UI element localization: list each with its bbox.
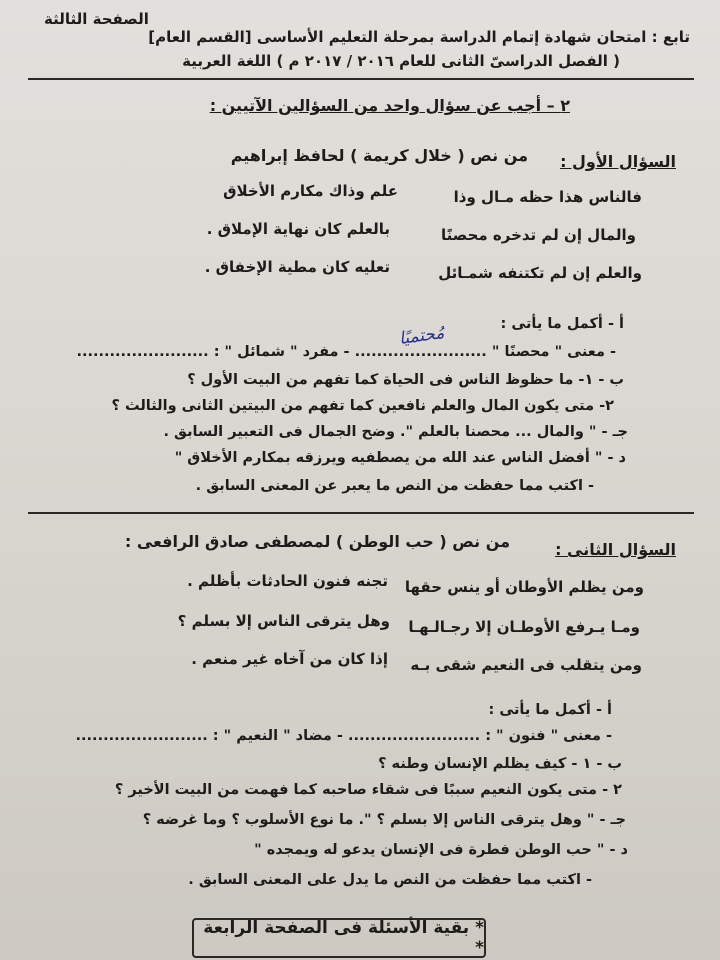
continuation-note: * بقية الأسئلة فى الصفحة الرابعة * xyxy=(192,918,486,958)
q2-verse1-left: تجنه فنون الحادثات بأظلم . xyxy=(187,572,388,590)
q2-verse2-right: ومـا يـرفع الأوطـان إلا رجـالـهـا xyxy=(408,618,640,636)
exam-header-line1: تابع : امتحان شهادة إتمام الدراسة بمرحلة التعليم الأساسى [القسم العام] xyxy=(148,28,690,46)
q2-item-d: د - " حب الوطن فطرة فى الإنسان يدعو له ويمجده " xyxy=(254,842,628,858)
section-divider xyxy=(28,512,694,514)
q2-verse3-right: ومن يتقلب فى النعيم شقى بـه xyxy=(410,656,642,674)
exam-header-line2: ( الفصل الدراسىّ الثانى للعام ٢٠١٦ / ٢٠١٧ م ) اللغة العربية xyxy=(182,52,620,70)
q1-verse2-right: والمال إن لم تدخره محصنًا xyxy=(441,226,636,244)
q2-item-a: أ - أكمل ما يأتى : xyxy=(488,702,612,718)
q2-item-c: جـ - " وهل يترقى الناس إلا بسلم ؟ ". ما نوع الأسلوب ؟ وما غرضه ؟ xyxy=(142,812,626,828)
q1-item-a-fill: - معنى " محصنًا " ........................ - مفرد " شمائل " : ........................ xyxy=(76,344,616,360)
question1-heading: السؤال الأول : xyxy=(560,152,676,171)
q2-verse1-right: ومن يظلم الأوطان أو ينس حقها xyxy=(404,578,644,596)
q1-item-a: أ - أكمل ما يأتى : xyxy=(500,316,624,332)
q2-item-a-fill: - معنى " فنون " : ........................ - مضاد " النعيم " : ........................ xyxy=(75,728,612,744)
q1-verse3-right: والعلم إن لم تكتنفه شمـائل xyxy=(438,264,642,282)
page-label: الصفحة الثالثة xyxy=(44,10,149,28)
question2-source: من نص ( حب الوطن ) لمصطفى صادق الرافعى : xyxy=(124,532,510,551)
q1-verse3-left: تعليه كان مطية الإخفاق . xyxy=(204,258,390,276)
q2-item-b1: ب - ١ - كيف يظلم الإنسان وطنه ؟ xyxy=(378,756,622,772)
q1-item-d-task: - اكتب مما حفظت من النص ما يعبر عن المعنى السابق . xyxy=(195,478,594,494)
q2-item-d-task: - اكتب مما حفظت من النص ما يدل على المعنى السابق . xyxy=(188,872,592,888)
header-divider xyxy=(28,78,694,80)
question2-heading: السؤال الثانى : xyxy=(555,540,676,559)
q2-verse3-left: إذا كان من آخاه غير منعم . xyxy=(191,650,388,668)
q1-verse1-right: فالناس هذا حظه مـال وذا xyxy=(453,188,642,206)
q1-item-b2: ٢- متى يكون المال والعلم نافعين كما تفهم من البيتين الثانى والثالث ؟ xyxy=(111,398,614,414)
q1-item-b1: ب - ١- ما حظوظ الناس فى الحياة كما تفهم من البيت الأول ؟ xyxy=(187,372,624,388)
q2-verse2-left: وهل يترقى الناس إلا بسلم ؟ xyxy=(177,612,390,630)
q1-verse1-left: علم وذاك مكارم الأخلاق xyxy=(223,182,398,200)
q1-verse2-left: بالعلم كان نهاية الإملاق . xyxy=(206,220,390,238)
q1-item-c: جـ - " والمال ... محصنا بالعلم ". وضح الجمال فى التعبير السابق . xyxy=(163,424,628,440)
handwritten-answer: مُحتميًا xyxy=(397,322,446,350)
question1-source: من نص ( خلال كريمة ) لحافظ إبراهيم xyxy=(230,146,528,165)
q2-item-b2: ٢ - متى يكون النعيم سببًا فى شقاء صاحبه كما فهمت من البيت الأخير ؟ xyxy=(114,782,622,798)
instruction: ٢ – أجب عن سؤال واحد من السؤالين الآتيين : xyxy=(209,96,570,115)
q1-item-d: د - " أفضل الناس عند الله من يصطفيه ويرزقه بمكارم الأخلاق " xyxy=(174,450,626,466)
